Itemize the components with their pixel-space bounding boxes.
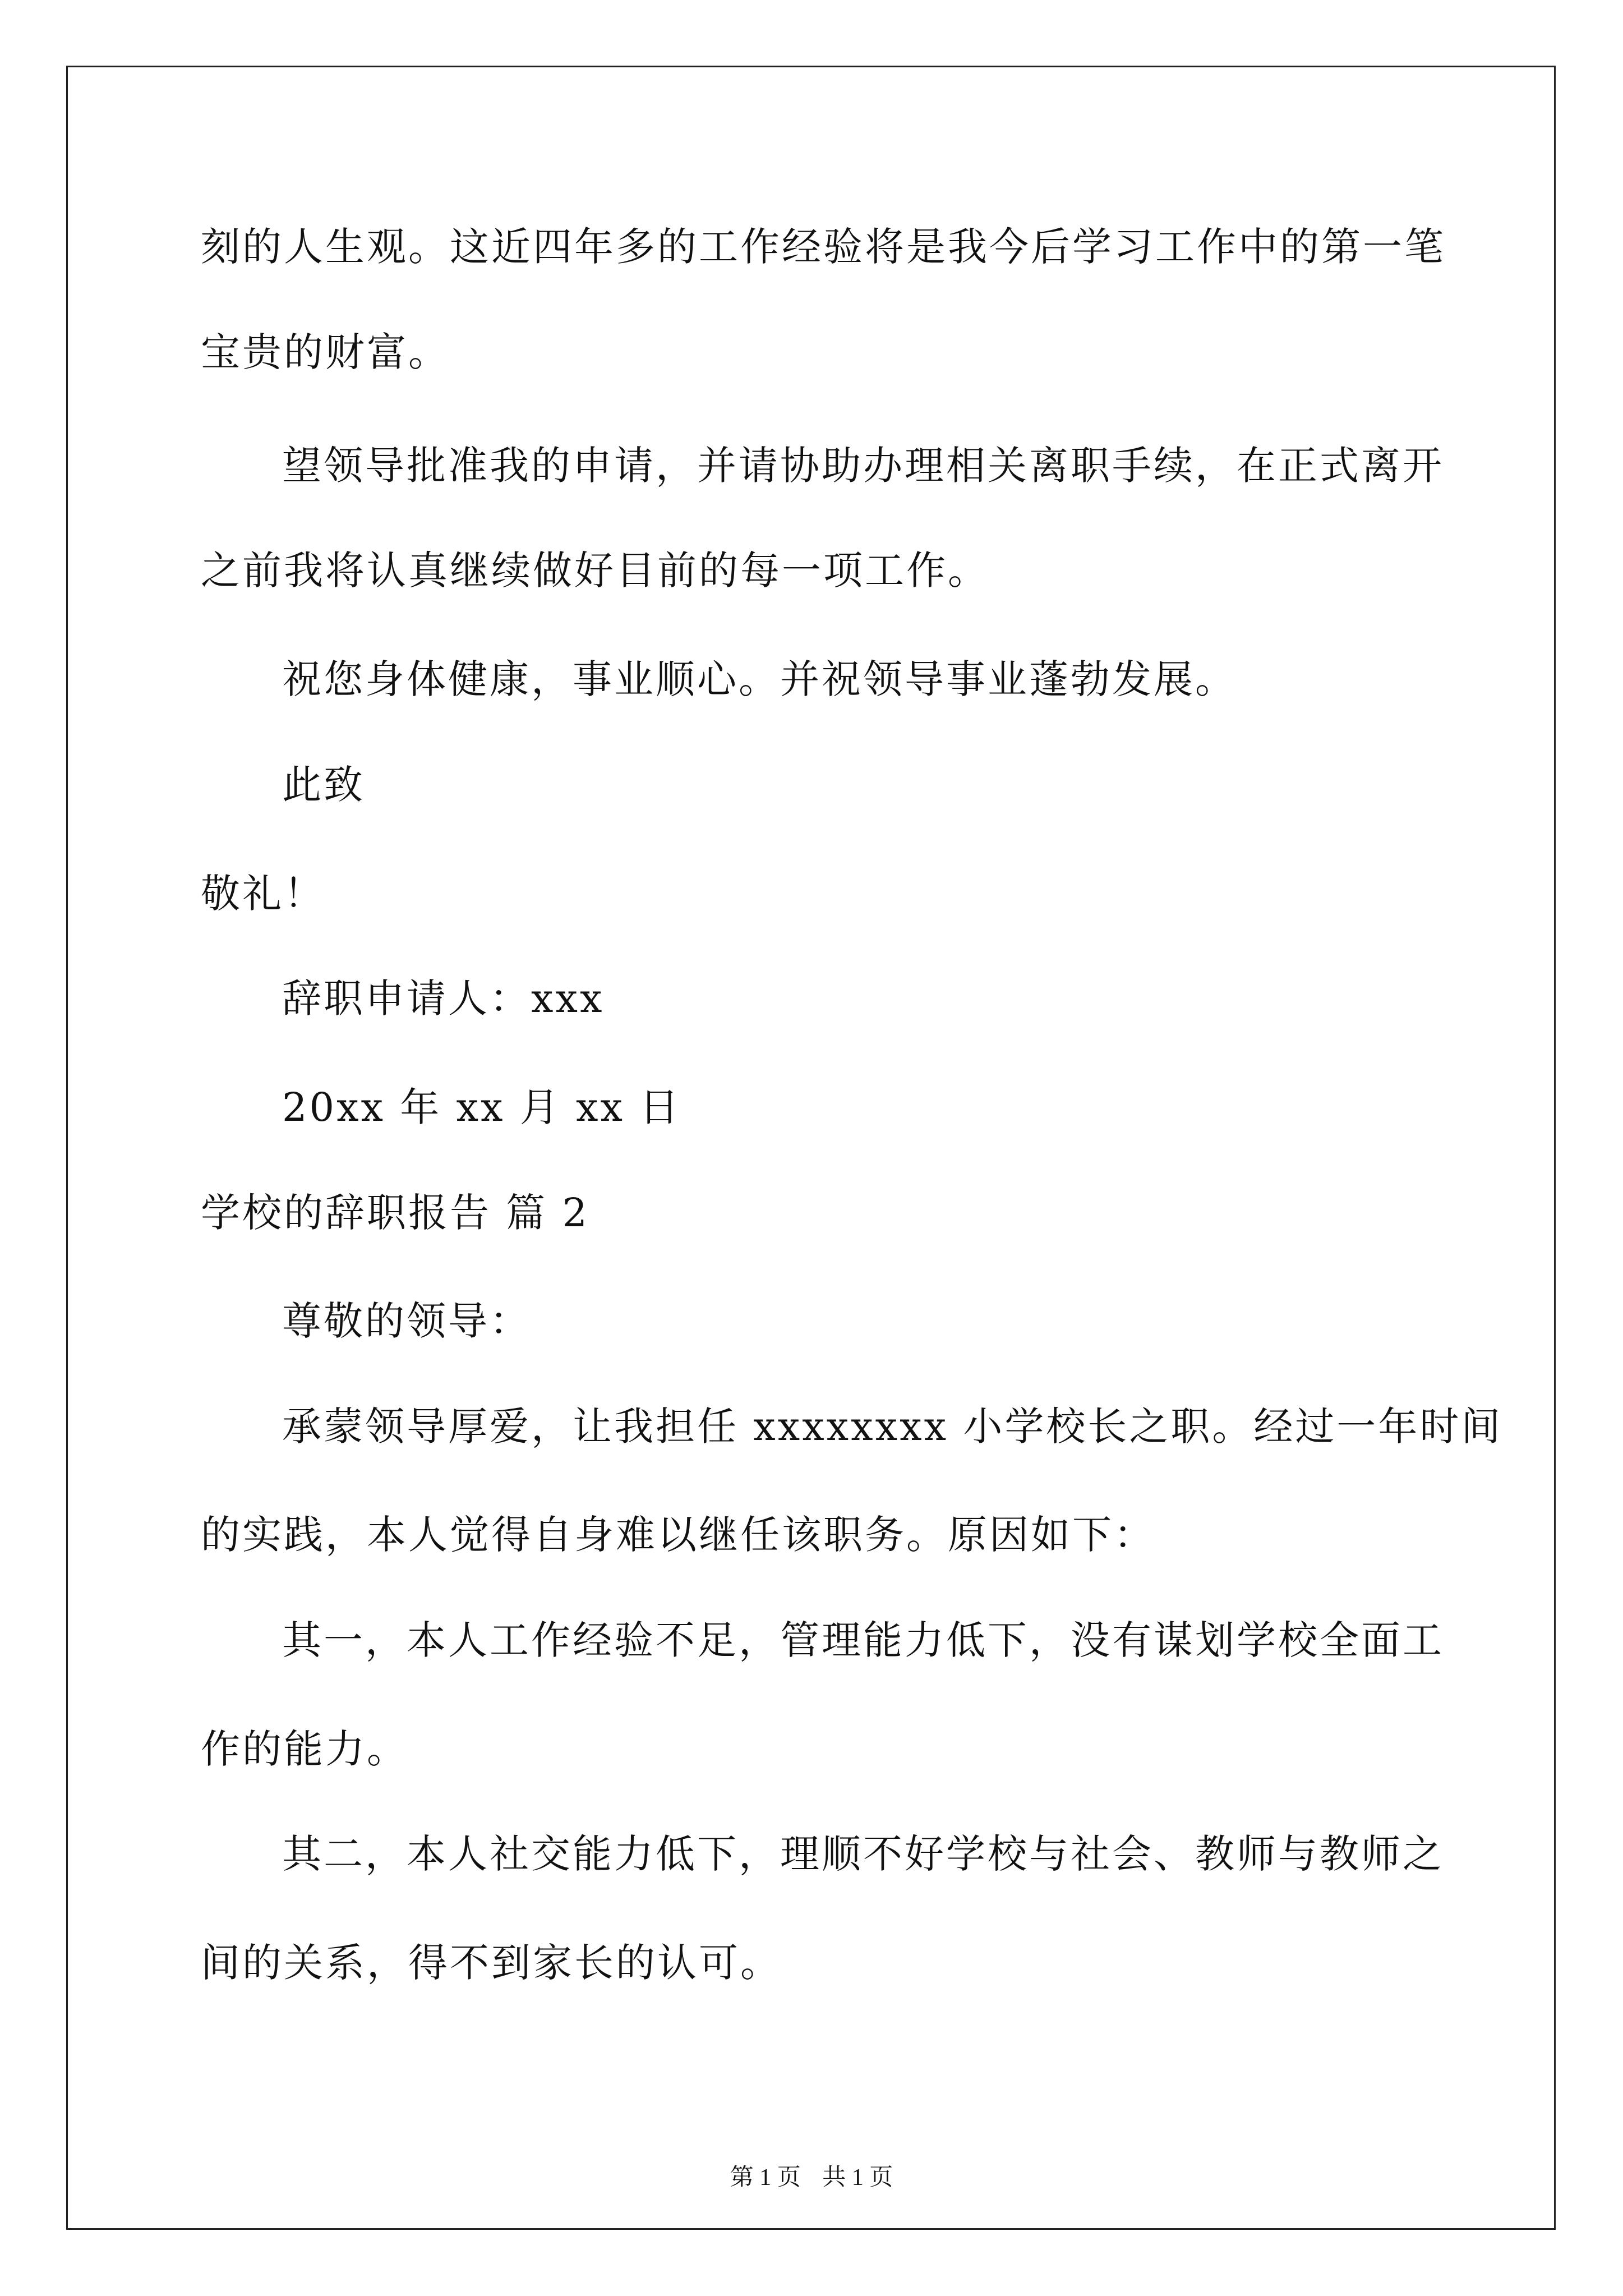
body-line: 刻的人生观。这近四年多的工作经验将是我今后学习工作中的第一笔 [201,224,1446,270]
body-line: 宝贵的财富。 [201,329,450,375]
page-border [66,66,1556,2230]
body-line: 承蒙领导厚爱，让我担任 xxxxxxxx 小学校长之职。经过一年时间 [282,1404,1503,1450]
page-footer [0,2159,1623,2192]
body-line: 望领导批准我的申请，并请协助办理相关离职手续，在正式离开 [282,443,1444,489]
body-line: 间的关系，得不到家长的认可。 [201,1940,782,1986]
signature-date: 20xx 年 xx 月 xx 日 [282,1084,681,1130]
section-heading: 学校的辞职报告 篇 2 [201,1190,590,1236]
greeting: 尊敬的领导： [282,1298,531,1344]
closing-salutation: 此致 [282,762,365,808]
body-line: 其一，本人工作经验不足，管理能力低下，没有谋划学校全面工 [282,1617,1444,1663]
body-line: 之前我将认真继续做好目前的每一项工作。 [201,547,989,593]
body-line: 的实践，本人觉得自身难以继任该职务。原因如下： [201,1512,1155,1558]
closing-regards: 敬礼！ [201,871,325,917]
page-number: 第 1 页 [730,2165,801,2191]
body-line: 作的能力。 [201,1726,408,1772]
signature-name: 辞职申请人：xxx [282,976,605,1022]
body-line: 祝您身体健康，事业顺心。并祝领导事业蓬勃发展。 [282,656,1237,702]
page-total: 共 1 页 [822,2165,893,2191]
body-line: 其二，本人社交能力低下，理顺不好学校与社会、教师与教师之 [282,1831,1444,1877]
